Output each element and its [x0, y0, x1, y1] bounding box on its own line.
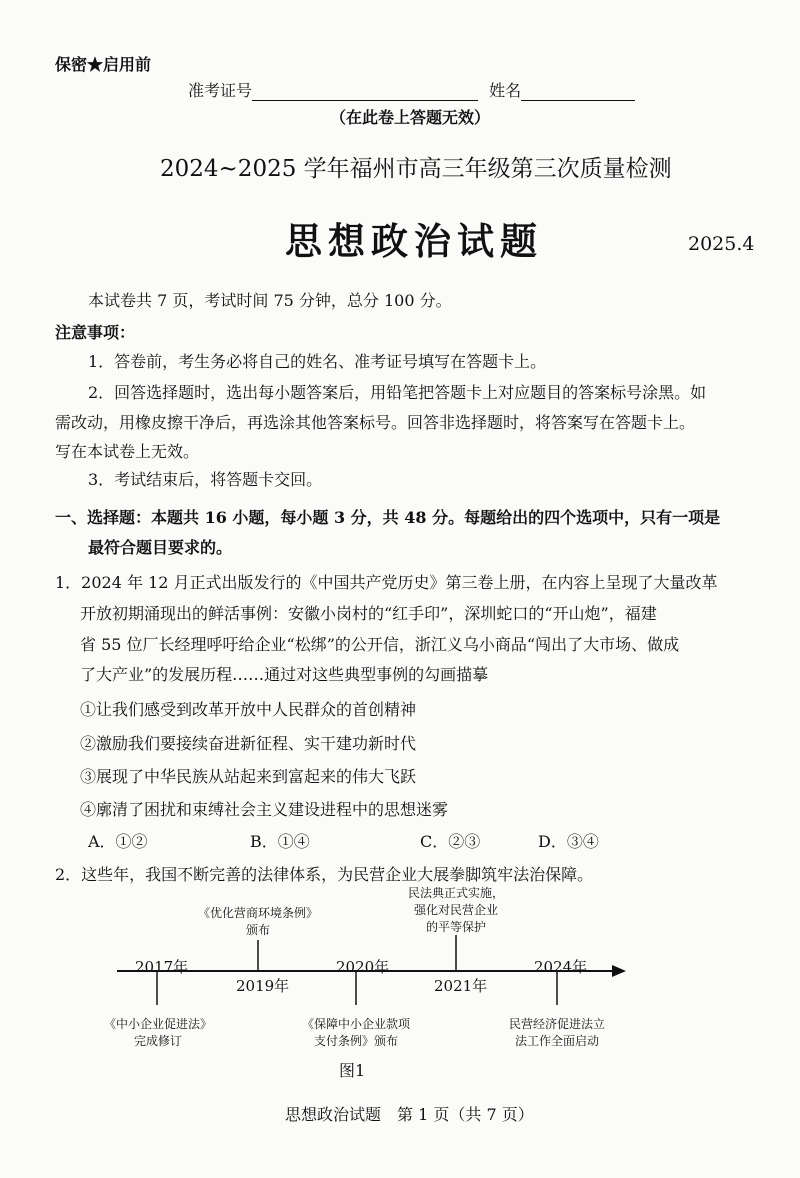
page-footer: 思想政治试题 第 1 页（共 7 页）: [285, 1105, 534, 1124]
q1-statement-3: ③展现了中华民族从站起来到富起来的伟大飞跃: [80, 767, 417, 786]
timeline-year-2017: 2017年: [135, 958, 189, 976]
timeline-year-2020: 2020年: [336, 958, 390, 976]
note-item-2-line1: 2．回答选择题时，选出每小题答案后，用铅笔把答题卡上对应题目的答案标号涂黑。如: [88, 383, 707, 402]
event-2024-line2: 法工作全面启动: [514, 1034, 599, 1048]
event-2020-line2: 支付条例》颁布: [313, 1034, 398, 1048]
event-2020-line1: 《保障中小企业款项: [301, 1017, 410, 1031]
q1-option-a: A．①②: [88, 832, 148, 851]
event-2021-line1: 民法典正式实施，: [407, 886, 504, 900]
exam-id-row: [188, 78, 635, 101]
event-2019-line2: 颁布: [245, 923, 270, 937]
note-item-3: 3．考试结束后，将答题卡交回。: [88, 470, 323, 489]
q1-option-c: C．②③: [420, 832, 481, 851]
subject-title: 思想政治试题: [285, 219, 543, 263]
section1-line1: 一、选择题：本题共 16 小题，每小题 3 分，共 48 分。每题给出的四个选项中，只有一项是: [55, 508, 721, 527]
intro-text: 本试卷共 7 页，考试时间 75 分钟，总分 100 分。: [88, 291, 452, 310]
q1-stem-line2: 开放初期涌现出的鲜活事例：安徽小岗村的“红手印”，深圳蛇口的“开山炮”，福建: [80, 604, 657, 623]
event-2024-line1: 民营经济促进法立: [508, 1017, 605, 1031]
exam-title: 2024~2025 学年福州市高三年级第三次质量检测: [160, 156, 672, 182]
name-label: 姓名: [489, 81, 522, 100]
event-2019-line1: 《优化营商环境条例》: [197, 906, 318, 920]
q1-stem-line3: 省 55 位厂长经理呼吁给企业“松绑”的公开信，浙江义乌小商品“闯出了大市场、做成: [80, 635, 680, 654]
exam-id-blank: [252, 82, 478, 101]
q1-option-d: D．③④: [538, 832, 599, 851]
q1-statement-1: ①让我们感受到改革开放中人民群众的首创精神: [80, 700, 417, 719]
invalid-note: （在此卷上答题无效）: [330, 108, 491, 127]
timeline-year-2024: 2024年: [534, 958, 588, 976]
timeline-year-2019: 2019年: [236, 977, 290, 995]
note-item-2-line2: 需改动，用橡皮擦干净后，再选涂其他答案标号。回答非选择题时，将答案写在答题卡上。: [55, 413, 696, 432]
name-blank: [521, 82, 635, 101]
exam-id-label: 准考证号: [188, 81, 253, 100]
event-2021-line3: 的平等保护: [425, 920, 486, 934]
timeline-arrow-icon: [612, 965, 626, 977]
q1-stem-line1: 1．2024 年 12 月正式出版发行的《中国共产党历史》第三卷上册，在内容上呈现了大量改革: [55, 573, 718, 592]
figure-label: 图1: [339, 1061, 366, 1080]
note-item-1: 1．答卷前，考生务必将自己的姓名、准考证号填写在答题卡上。: [88, 352, 547, 371]
notes-heading: 注意事项：: [55, 323, 136, 342]
q1-statement-4: ④廓清了困扰和束缚社会主义建设进程中的思想迷雾: [80, 800, 449, 819]
q2-stem: 2．这些年，我国不断完善的法律体系，为民营企业大展拳脚筑牢法治保障。: [55, 865, 594, 884]
timeline-year-2021: 2021年: [434, 977, 488, 995]
confidential-label: 保密★启用前: [55, 55, 152, 74]
note-item-2-line3: 写在本试卷上无效。: [55, 442, 200, 461]
q1-stem-line4: 了大产业”的发展历程……通过对这些典型事例的勾画描摹: [80, 665, 489, 684]
event-2017-line1: 《中小企业促进法》: [103, 1017, 212, 1031]
q1-option-b: B．①④: [250, 832, 310, 851]
section1-line2: 最符合题目要求的。: [88, 538, 233, 557]
exam-date: 2025.4: [688, 233, 755, 255]
event-2021-line2: 强化对民营企业: [413, 903, 498, 917]
q1-statement-2: ②激励我们要接续奋进新征程、实干建功新时代: [80, 734, 417, 753]
event-2017-line2: 完成修订: [133, 1034, 182, 1048]
